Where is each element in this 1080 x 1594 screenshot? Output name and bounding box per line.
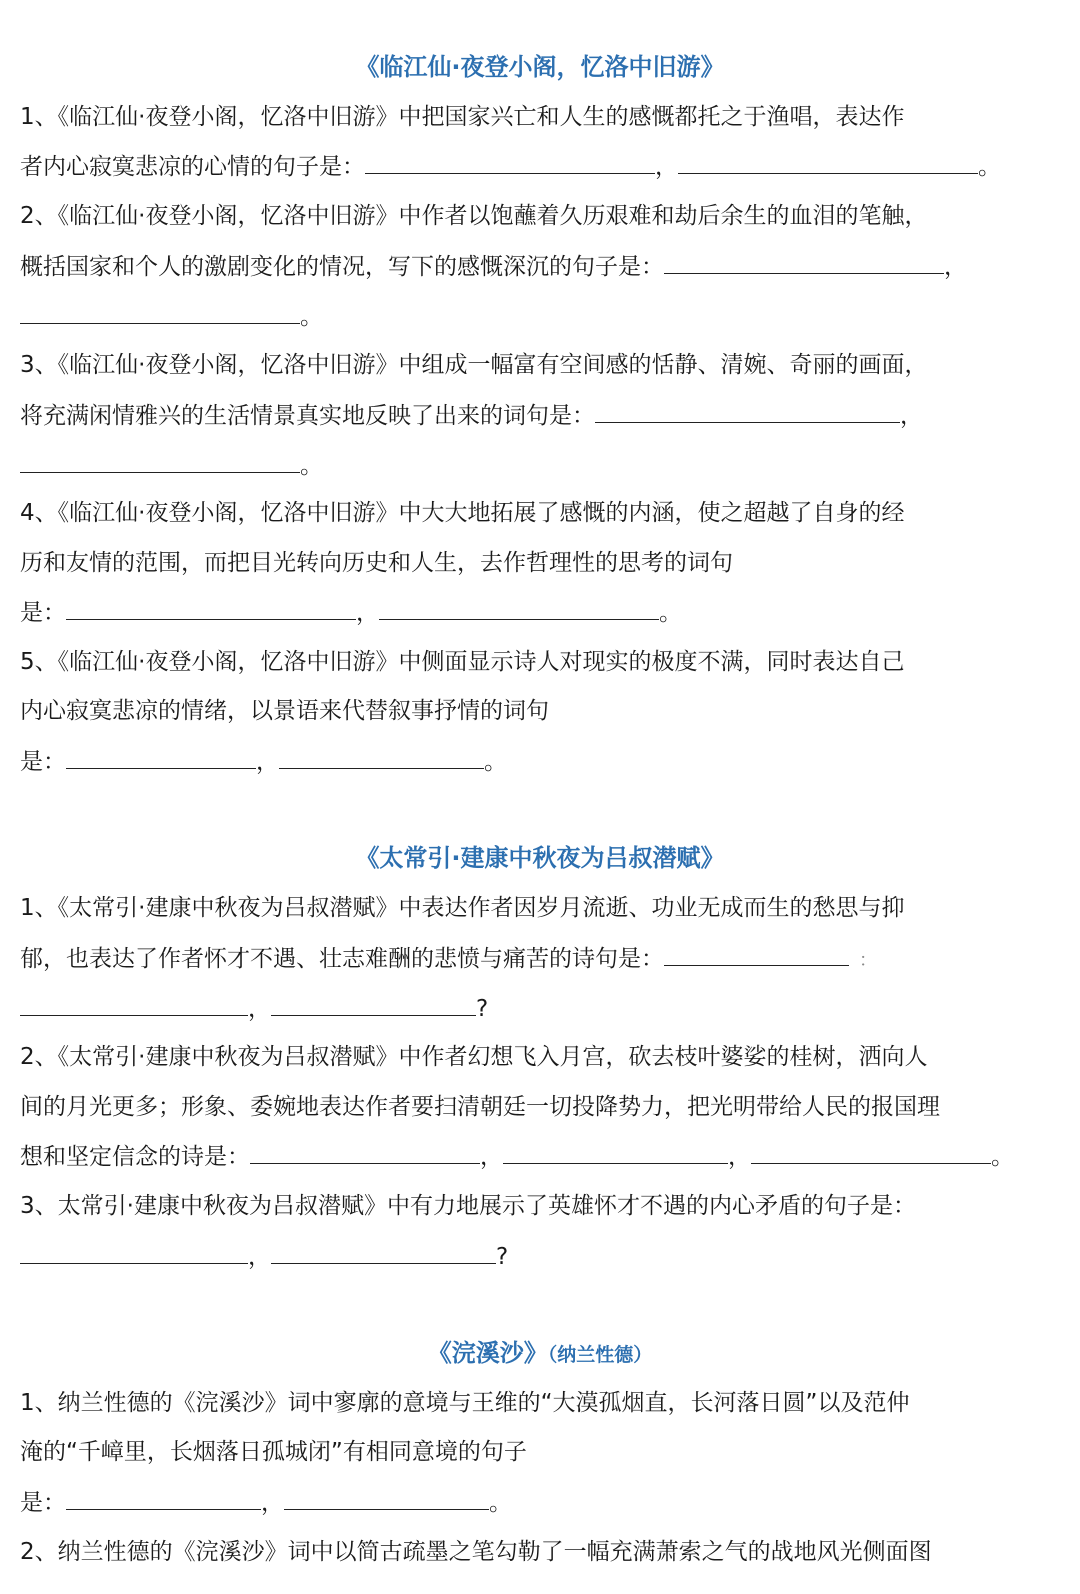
answer-blank[interactable] xyxy=(379,597,659,620)
s2-q3-line2 xyxy=(20,1241,1060,1272)
s3-q1-prompt: 是： xyxy=(20,1490,66,1516)
terminator: 。 xyxy=(300,304,323,330)
section-title-taichangyin: 《太常引·建康中秋夜为吕叔潜赋》 xyxy=(355,844,725,872)
section-subtitle-author: （纳兰性德） xyxy=(547,1344,653,1366)
s1-q3-line1: 3、《临江仙·夜登小阁，忆洛中旧游》中组成一幅富有空间感的恬静、清婉、奇丽的画面， xyxy=(20,352,928,378)
s1-q5-prompt: 是： xyxy=(20,749,66,775)
answer-blank[interactable] xyxy=(678,151,978,174)
s1-q3-line3 xyxy=(20,450,1060,481)
s1-q5-line3 xyxy=(20,746,1060,777)
s1-q2-line3 xyxy=(20,301,1060,332)
s1-q5-line2: 内心寂寞悲凉的情绪，以景语来代替叙事抒情的词句 xyxy=(20,698,549,724)
separator: ， xyxy=(248,1244,271,1270)
answer-blank[interactable] xyxy=(271,993,476,1016)
answer-blank[interactable] xyxy=(279,746,484,769)
s1-q4-line3 xyxy=(20,597,1060,628)
s1-q2-prompt: 概括国家和个人的激剧变化的情况，写下的感慨深沉的句子是： xyxy=(20,254,664,280)
answer-blank[interactable] xyxy=(664,251,944,274)
s1-q4-line2: 历和友情的范围，而把目光转向历史和人生，去作哲理性的思考的词句 xyxy=(20,550,733,576)
section-title-text: 《浣溪沙》 xyxy=(427,1339,548,1367)
s2-q2-line3 xyxy=(20,1141,1060,1172)
s1-q2-line1: 2、《临江仙·夜登小阁，忆洛中旧游》中作者以饱蘸着久历艰难和劫后余生的血泪的笔触， xyxy=(20,203,928,229)
s2-q1-line2 xyxy=(20,943,1060,976)
answer-blank[interactable] xyxy=(271,1241,496,1264)
terminator: 。 xyxy=(484,749,507,775)
s2-q2-line1: 2、《太常引·建康中秋夜为吕叔潜赋》中作者幻想飞入月宫，砍去枝叶婆娑的桂树，洒向人 xyxy=(20,1044,928,1070)
section-title-linjiangxian: 《临江仙·夜登小阁，忆洛中旧游》 xyxy=(355,53,725,81)
s1-q1-prompt: 者内心寂寞悲凉的心情的句子是： xyxy=(20,154,365,180)
answer-blank[interactable] xyxy=(20,450,300,473)
s1-q4-line1: 4、《临江仙·夜登小阁，忆洛中旧游》中大大地拓展了感慨的内涵，使之超越了自身的经 xyxy=(20,500,905,526)
s2-q1-prompt: 郁，也表达了作者怀才不遇、壮志难酬的悲愤与痛苦的诗句是： xyxy=(20,946,664,972)
answer-blank[interactable] xyxy=(664,943,849,966)
s1-q1-line2 xyxy=(20,151,1060,182)
terminator: 。 xyxy=(300,453,323,479)
s2-q2-prompt: 想和坚定信念的诗是： xyxy=(20,1144,250,1170)
s1-q4-prompt: 是： xyxy=(20,600,66,626)
s3-q1-line1: 1、纳兰性德的《浣溪沙》词中寥廓的意境与王维的“大漠孤烟直，长河落日圆”以及范仲 xyxy=(20,1390,910,1416)
terminator: 。 xyxy=(489,1490,512,1516)
answer-blank[interactable] xyxy=(20,1241,248,1264)
separator: ， xyxy=(900,403,923,429)
separator: ， xyxy=(655,154,678,180)
s3-q1-line3 xyxy=(20,1487,1060,1518)
separator: ， xyxy=(248,996,271,1022)
s2-q1-line3 xyxy=(20,993,1060,1024)
terminator: ? xyxy=(476,996,489,1022)
separator: ， xyxy=(728,1144,751,1170)
s1-q2-line2 xyxy=(20,251,1060,282)
answer-blank[interactable] xyxy=(250,1141,480,1164)
answer-blank[interactable] xyxy=(66,597,356,620)
terminator: 。 xyxy=(659,600,682,626)
s2-q3-line1: 3、太常引·建康中秋夜为吕叔潜赋》中有力地展示了英雄怀才不遇的内心矛盾的句子是： xyxy=(20,1193,916,1219)
terminator: 。 xyxy=(978,154,1001,180)
answer-blank[interactable] xyxy=(20,301,300,324)
separator: ， xyxy=(944,254,967,280)
s3-q1-line2: 淹的“千嶂里，长烟落日孤城闭”有相同意境的句子 xyxy=(20,1439,527,1465)
terminator: 。 xyxy=(991,1144,1014,1170)
separator: ， xyxy=(480,1144,503,1170)
answer-blank[interactable] xyxy=(20,993,248,1016)
s2-q1-line1: 1、《太常引·建康中秋夜为吕叔潜赋》中表达作者因岁月流逝、功业无成而生的愁思与抑 xyxy=(20,895,905,921)
s3-q2-line1: 2、纳兰性德的《浣溪沙》词中以简古疏墨之笔勾勒了一幅充满萧索之气的战地风光侧面图 xyxy=(20,1539,932,1565)
terminator: ? xyxy=(496,1244,509,1270)
answer-blank[interactable] xyxy=(503,1141,728,1164)
answer-blank[interactable] xyxy=(284,1487,489,1510)
s1-q3-line2 xyxy=(20,400,1060,431)
separator: ， xyxy=(256,749,279,775)
s1-q3-prompt: 将充满闲情雅兴的生活情景真实地反映了出来的词句是： xyxy=(20,403,595,429)
s1-q1-line1: 1、《临江仙·夜登小阁，忆洛中旧游》中把国家兴亡和人生的感慨都托之于渔唱，表达作 xyxy=(20,104,905,130)
answer-blank[interactable] xyxy=(595,400,900,423)
separator: ， xyxy=(261,1490,284,1516)
section-title-huanxisha xyxy=(0,1338,1080,1370)
answer-blank[interactable] xyxy=(66,1487,261,1510)
answer-blank[interactable] xyxy=(365,151,655,174)
s2-q2-line2: 间的月光更多；形象、委婉地表达作者要扫清朝廷一切投降势力，把光明带给人民的报国理 xyxy=(20,1094,940,1120)
separator: ： xyxy=(859,950,877,971)
s1-q5-line1: 5、《临江仙·夜登小阁，忆洛中旧游》中侧面显示诗人对现实的极度不满，同时表达自己 xyxy=(20,649,905,675)
answer-blank[interactable] xyxy=(751,1141,991,1164)
separator: ， xyxy=(356,600,379,626)
answer-blank[interactable] xyxy=(66,746,256,769)
